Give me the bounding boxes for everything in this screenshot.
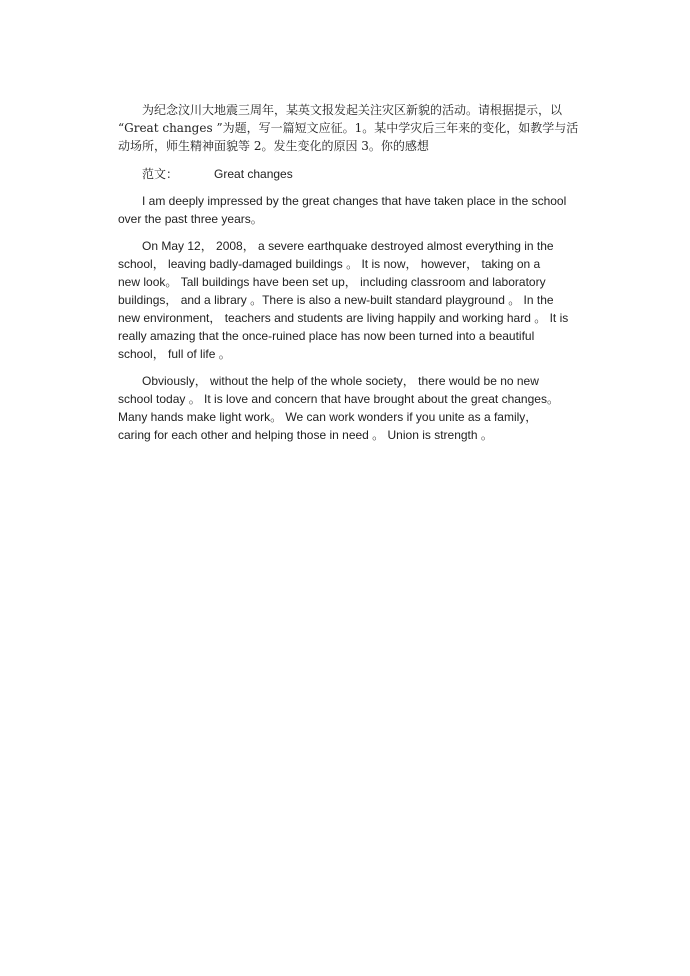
writing-prompt: [118, 101, 590, 155]
prompt-line: 动场所，师生精神面貌等 2。发生变化的原因 3。你的感想: [118, 139, 429, 153]
prompt-line: “Great changes ”为题，写一篇短文应征。1。某中学灾后三年来的变化，如教学与活: [118, 121, 579, 135]
paragraph-line: school， full of life 。: [118, 347, 231, 361]
essay-paragraph-3: [118, 372, 590, 444]
paragraph-line: Many hands make light work。 We can work wonders if you unite as a family，: [118, 410, 538, 424]
prompt-line: 为纪念汶川大地震三周年，某英文报发起关注灾区新貌的活动。请根据提示，以: [142, 103, 563, 117]
paragraph-line: really amazing that the once-ruined place has now been turned into a beautiful: [118, 329, 535, 343]
paragraph-line: Obviously， without the help of the whole society， there would be no new: [142, 374, 539, 388]
model-essay-label: 范文：: [142, 167, 179, 181]
paragraph-line: over the past three years。: [118, 212, 263, 226]
paragraph-line: On May 12， 2008， a severe earthquake destroyed almost everything in the: [142, 239, 554, 253]
model-essay-heading: [142, 165, 442, 183]
paragraph-line: caring for each other and helping those in need 。 Union is strength 。: [118, 428, 493, 442]
essay-paragraph-1: [118, 192, 590, 228]
paragraph-line: new look。 Tall buildings have been set up， including classroom and laboratory: [118, 275, 546, 289]
paragraph-line: school， leaving badly-damaged buildings 。 It is now， however， taking on a: [118, 257, 541, 271]
paragraph-line: buildings， and a library 。There is also a new-built standard playground 。 In the: [118, 293, 554, 307]
paragraph-line: new environment， teachers and students are living happily and working hard 。 It is: [118, 311, 569, 325]
essay-title: Great changes: [214, 167, 293, 181]
paragraph-line: school today 。 It is love and concern that have brought about the great changes。: [118, 392, 559, 406]
paragraph-line: I am deeply impressed by the great changes that have taken place in the school: [142, 194, 567, 208]
essay-paragraph-2: [118, 237, 590, 363]
